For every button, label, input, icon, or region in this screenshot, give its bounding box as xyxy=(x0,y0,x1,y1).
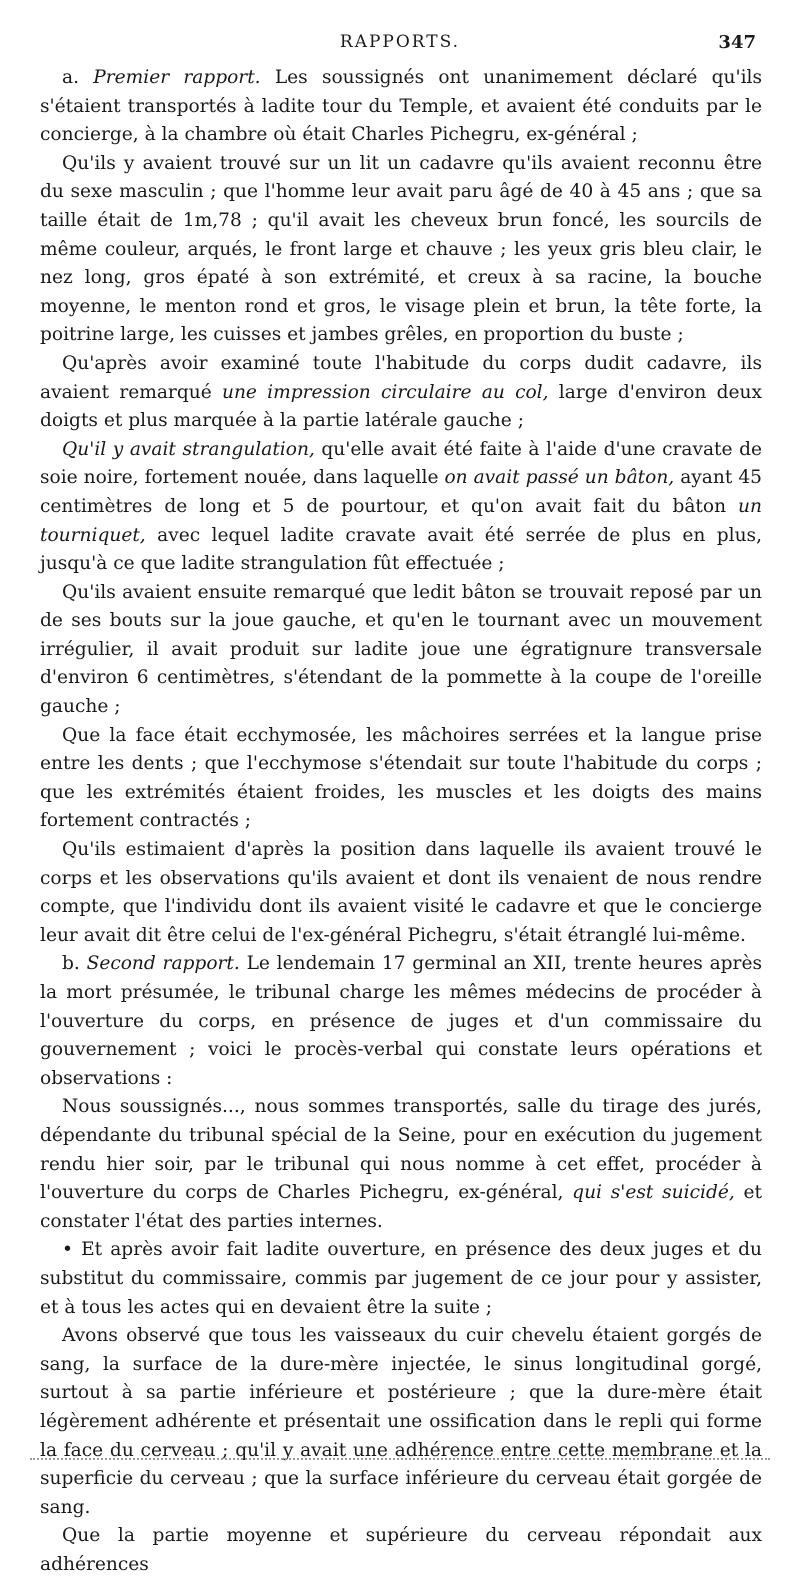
paragraph xyxy=(40,64,762,150)
paragraph xyxy=(40,1522,762,1579)
page-number: 347 xyxy=(718,32,756,53)
running-title: RAPPORTS. xyxy=(339,32,461,52)
paragraph xyxy=(40,722,762,836)
text-run: • Et après avoir fait ladite ouverture, en présence des deux juges et du substitut du commissaire, commis par jugement de ce jour pour y assister, et à tous les actes qui en devaient être la suite ; xyxy=(40,1239,762,1318)
text-run: Qu'ils avaient ensuite remarqué que ledit bâton se trouvait reposé par un de ses bouts sur la joue gauche, et qu'en le tournant avec un mouvement irrégulier, il avait produit sur ladite joue une égratignure transversale d'environ 6 centimètres, s'étendant de la pommette à la coupe de l'oreille gauche ; xyxy=(40,581,762,718)
italic-phrase: un tourniquet, xyxy=(40,495,762,546)
page-header xyxy=(40,30,760,60)
text-run: et constater l'état des parties internes. xyxy=(40,1182,762,1232)
paragraph xyxy=(40,1322,762,1522)
text-run: Qu'après avoir examiné toute l'habitude du corps dudit cadavre, ils avaient remarqué xyxy=(40,352,762,403)
text-run: Qu'ils estimaient d'après la position dans laquelle ils avaient trouvé le corps et les observations qu'ils avaient et dont ils venaient de nous rendre compte, que l'individu dont ils avaient visité le cadavre et que le concierge leur avait dit être celui de l'ex-général Pichegru, s'était étranglé lui-même. xyxy=(40,839,762,946)
italic-phrase: Qu'il y avait strangulation, xyxy=(62,438,315,460)
text-run: Le lendemain 17 germinal an XII, trente heures après la mort présumée, le tribunal charge les mêmes médecins de procéder à l'ouverture du corps, en présence de juges et d'un commissaire du gouvernement ; voici le procès-verbal qui constate leurs opérations et observations : xyxy=(40,953,762,1089)
text-run: a. xyxy=(62,67,94,88)
paragraph xyxy=(40,1093,762,1236)
paragraph xyxy=(40,579,762,722)
text-run: Avons observé que tous les vaisseaux du cuir chevelu étaient gorgés de sang, la surface de la dure-mère injectée, le sinus longitudinal gorgé, surtout à sa partie inférieure et postérieure ; que la dure-mère était légèrement adhérente et présentait une ossification dans le repli qui forme la face du cerveau ; qu'il y avait une adhérence entre cette membrane et la superficie du cerveau ; que la surface inférieure du cerveau était gorgée de sang. xyxy=(40,1325,762,1518)
text-run: Les soussignés ont unanimement déclaré qu'ils s'étaient transportés à ladite tour du Temple, et avaient été conduits par le concierge, à la chambre où était Charles Pichegru, ex-général ; xyxy=(40,67,762,146)
text-run: Qu'ils y avaient trouvé sur un lit un cadavre qu'ils avaient reconnu être du sexe masculin ; que l'homme leur avait paru âgé de 40 à 45 ans ; que sa taille était de 1m,78 ; qu'il avait les cheveux brun foncé, les sourcils de même couleur, arqués, le front large et chauve ; les yeux gris bleu clair, le nez long, gros épaté à son extrémité, et creux à sa racine, la bouche moyenne, le menton rond et gros, le visage plein et brun, la tête forte, la poitrine large, les cuisses et jambes grêles, en proportion du buste ; xyxy=(40,152,762,346)
italic-phrase: qui s'est suicidé, xyxy=(572,1182,735,1204)
body-text xyxy=(40,64,762,1579)
paragraph xyxy=(40,1236,762,1322)
text-run: avec lequel ladite cravate avait été serrée de plus en plus, jusqu'à ce que ladite strangulation fût effectuée ; xyxy=(40,524,762,575)
italic-phrase: une impression circulaire au col, xyxy=(221,381,549,403)
italic-phrase: Second rapport. xyxy=(86,953,240,975)
text-run: Que la face était ecchymosée, les mâchoires serrées et la langue prise entre les dents ; que l'ecchymose s'étendait sur toute l'habitude du corps ; que les extrémités étaient froides, les muscles et les doigts des mains fortement contractés ; xyxy=(40,724,762,832)
paragraph xyxy=(40,436,762,579)
italic-phrase: Premier rapport. xyxy=(93,67,261,88)
paragraph xyxy=(40,350,762,436)
text-run: large d'environ deux doigts et plus marquée à la partie latérale gauche ; xyxy=(40,381,763,432)
paragraph xyxy=(40,150,762,350)
footer-dotted-rule xyxy=(30,1458,770,1460)
text-run: b. xyxy=(62,953,87,975)
text-run: Que la partie moyenne et supérieure du cerveau répondait aux adhérences xyxy=(40,1525,762,1575)
text-run: qu'elle avait été faite à l'aide d'une cravate de soie noire, fortement nouée, dans laquelle xyxy=(40,438,762,489)
text-run: Nous soussignés..., nous sommes transportés, salle du tirage des jurés, dépendante du tribunal spécial de la Seine, pour en exécution du jugement rendu hier soir, par le tribunal qui nous nomme à cet effet, procéder à l'ouverture du corps de Charles Pichegru, ex-général, xyxy=(40,1096,762,1204)
italic-phrase: on avait passé un bâton, xyxy=(444,467,675,489)
text-run: ayant 45 centimètres de long et 5 de pourtour, et qu'on avait fait du bâton xyxy=(40,467,762,517)
paragraph xyxy=(40,836,762,950)
paragraph xyxy=(40,950,762,1093)
